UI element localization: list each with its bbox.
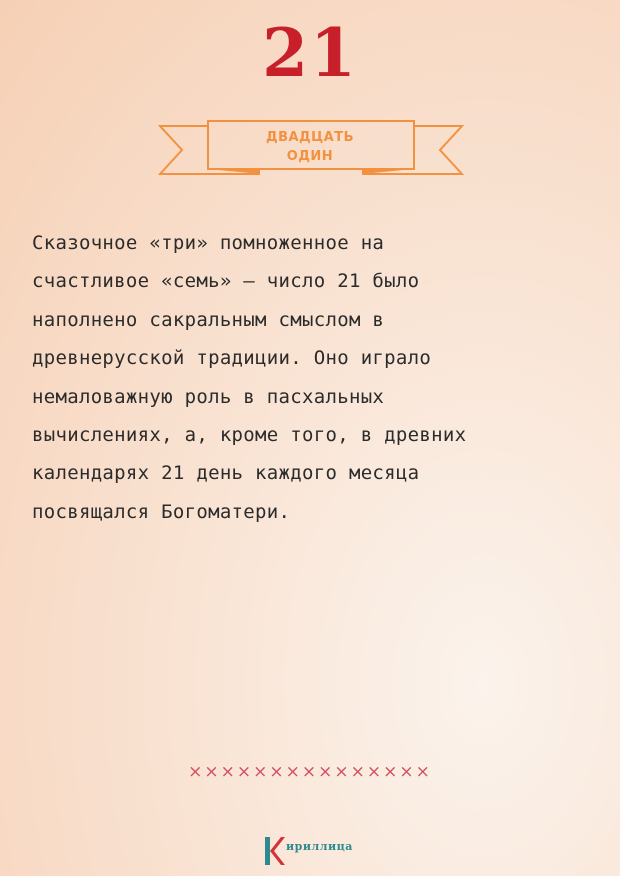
body-line: посвящался Богоматери. (32, 500, 291, 523)
day-number: 21 (262, 14, 358, 92)
body-line: немаловажную роль в пасхальных (32, 385, 385, 408)
kirillitsa-logo (263, 827, 353, 867)
body-paragraph (32, 224, 592, 531)
body-line: наполнено сакральным смыслом в (32, 308, 385, 331)
ribbon-line-2: ОДИН (286, 149, 334, 164)
ribbon-label (208, 125, 412, 169)
logo-k-icon (263, 835, 285, 867)
body-line: Сказочное «три» помноженное на (32, 232, 385, 254)
body-line: вычислениях, а, кроме того, в древних (32, 424, 467, 447)
ribbon-line-1: ДВАДЦАТЬ (265, 130, 355, 145)
body-line: древнерусской традиции. Оно играло (32, 347, 432, 370)
body-line: счастливое «семь» – число 21 было (32, 270, 420, 293)
body-line: календарях 21 день каждого месяца (32, 462, 420, 485)
cross-stitch-divider: ××××××××××××××× (188, 762, 432, 782)
logo-text: ириллица (286, 840, 353, 853)
